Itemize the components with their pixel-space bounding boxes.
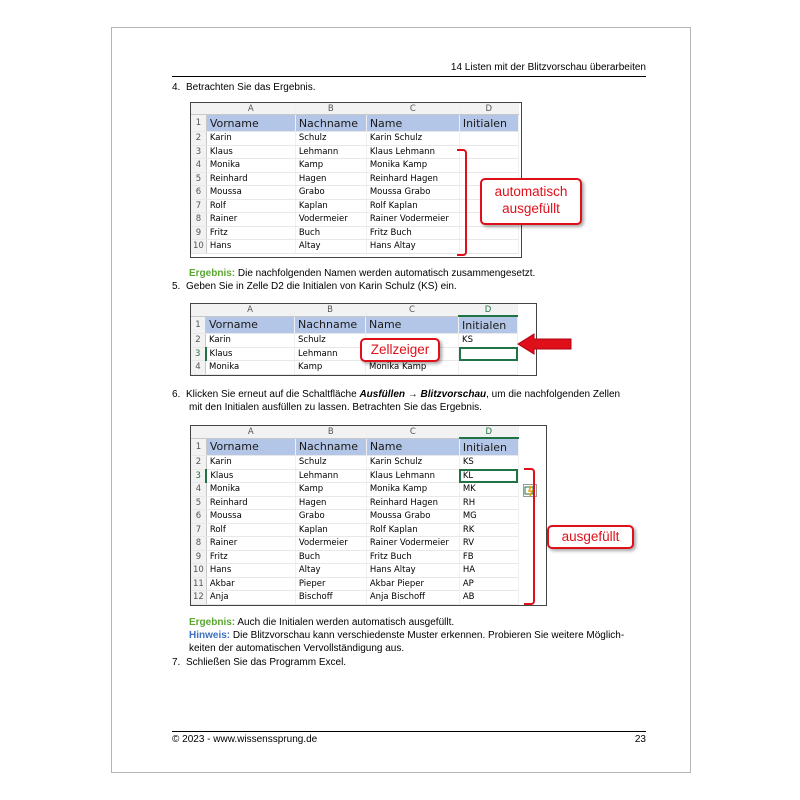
cell[interactable]: Hans Altay <box>366 240 459 254</box>
row-number[interactable]: 4 <box>191 483 206 497</box>
cell[interactable]: Klaus <box>206 469 295 483</box>
header-cell[interactable]: Nachname <box>295 115 366 132</box>
step-5: 5. Geben Sie in Zelle D2 die Initialen von Karin Schulz (KS) ein. <box>172 281 457 292</box>
hint-note: Hinweis: Die Blitzvorschau kann verschiedenste Muster erkennen. Probieren Sie weitere Möglich- <box>189 630 625 641</box>
hint-note-continued: keiten der automatischen Vervollständigung aus. <box>189 643 405 654</box>
cell[interactable]: Bischoff <box>295 591 366 605</box>
header-cell[interactable]: Vorname <box>206 316 295 334</box>
cell[interactable]: AB <box>459 591 518 605</box>
cell[interactable]: Altay <box>295 240 366 254</box>
cell[interactable]: Kamp <box>295 483 366 497</box>
column-header[interactable]: A <box>206 304 295 316</box>
footer-page-number: 23 <box>634 734 646 745</box>
row-number[interactable]: 11 <box>191 577 206 591</box>
corner-cell[interactable] <box>191 103 206 115</box>
column-header-row <box>191 426 518 438</box>
cell[interactable]: RV <box>459 537 518 551</box>
cell[interactable]: Schulz <box>295 456 366 470</box>
row-number[interactable]: 3 <box>191 347 206 361</box>
cell[interactable]: Lehmann <box>295 347 366 361</box>
cell[interactable]: Buch <box>295 226 366 240</box>
cell[interactable]: Kamp <box>295 361 366 375</box>
header-cell[interactable]: Initialen <box>459 115 518 132</box>
cell[interactable]: HA <box>459 564 518 578</box>
table-row <box>191 564 518 578</box>
row-number[interactable]: 6 <box>191 186 206 200</box>
cell[interactable]: Anja Bischoff <box>366 591 459 605</box>
cell[interactable] <box>459 145 518 159</box>
cell[interactable]: RK <box>459 523 518 537</box>
header-cell[interactable]: Vorname <box>206 438 295 456</box>
row-number[interactable]: 1 <box>191 438 206 456</box>
table-header-row <box>191 115 518 132</box>
callout-automatisch-ausgefuellt: automatisch ausgefüllt <box>480 178 582 225</box>
table-row <box>191 226 518 240</box>
result-note-1: Ergebnis: Die nachfolgenden Namen werden automatisch zusammengesetzt. <box>189 268 536 279</box>
table-row <box>191 361 518 375</box>
table-row <box>191 132 518 146</box>
cell[interactable]: Rolf <box>206 523 295 537</box>
cell[interactable]: Monika Kamp <box>366 159 459 173</box>
active-cell[interactable]: KL <box>459 469 518 483</box>
table-row <box>191 469 518 483</box>
table-row <box>191 240 518 254</box>
cell[interactable]: Lehmann <box>295 145 366 159</box>
column-header[interactable]: C <box>366 103 459 115</box>
callout-ausgefuellt: ausgefüllt <box>547 525 634 549</box>
step-6: 6. Klicken Sie erneut auf die Schaltfläche Ausfüllen → Blitzvorschau, um die nachfolgenden Zellen <box>172 389 621 400</box>
column-header-selected[interactable]: D <box>459 304 518 316</box>
cell[interactable]: Grabo <box>295 186 366 200</box>
spreadsheet-1 <box>190 102 522 258</box>
cell[interactable]: MG <box>459 510 518 524</box>
table-row <box>191 550 518 564</box>
cell[interactable]: Lehmann <box>295 469 366 483</box>
header-cell[interactable]: Initialen <box>459 438 518 456</box>
column-header[interactable]: A <box>206 103 295 115</box>
cell[interactable]: Rolf <box>206 199 295 213</box>
table-row <box>191 186 518 200</box>
column-header[interactable]: D <box>459 103 518 115</box>
step-6-continued: mit den Initialen ausfüllen zu lassen. Betrachten Sie das Ergebnis. <box>189 402 482 413</box>
cell[interactable] <box>459 226 518 240</box>
header-cell[interactable]: Initialen <box>459 316 518 334</box>
cell[interactable]: Kaplan <box>295 523 366 537</box>
column-header[interactable]: C <box>366 304 459 316</box>
step-4: 4. Betrachten Sie das Ergebnis. <box>172 82 316 93</box>
header-cell[interactable]: Name <box>366 438 459 456</box>
row-number[interactable]: 6 <box>191 510 206 524</box>
cell[interactable]: Rainer Vodermeier <box>366 213 459 227</box>
cell[interactable]: Buch <box>295 550 366 564</box>
cell[interactable]: Fritz <box>206 226 295 240</box>
row-number[interactable]: 7 <box>191 199 206 213</box>
cell[interactable]: Schulz <box>295 132 366 146</box>
cell[interactable]: Schulz <box>295 334 366 348</box>
cell[interactable]: Moussa Grabo <box>366 510 459 524</box>
cell[interactable]: Hagen <box>295 172 366 186</box>
table-row <box>191 347 518 361</box>
cell[interactable] <box>459 361 518 375</box>
row-number[interactable]: 7 <box>191 523 206 537</box>
cell[interactable]: Hans <box>206 564 295 578</box>
cell[interactable]: KS <box>459 334 518 348</box>
column-header-row <box>191 304 518 316</box>
cell[interactable]: Kaplan <box>295 199 366 213</box>
header-cell[interactable]: Name <box>366 316 459 334</box>
running-header: 14 Listen mit der Blitzvorschau überarbeiten <box>450 62 646 73</box>
table-row <box>191 577 518 591</box>
table-header-row <box>191 438 518 456</box>
cell[interactable]: Rolf Kaplan <box>366 523 459 537</box>
cell[interactable]: Anja <box>206 591 295 605</box>
corner-cell[interactable] <box>191 304 206 316</box>
result-note-2: Ergebnis: Auch die Initialen werden automatisch ausgefüllt. <box>189 617 455 628</box>
cell[interactable]: Karin Schulz <box>366 132 459 146</box>
footer-copyright: © 2023 - www.wissenssprung.de <box>172 734 318 745</box>
cell[interactable]: KS <box>459 456 518 470</box>
table-row <box>191 199 518 213</box>
cell[interactable]: Hans <box>206 240 295 254</box>
row-number[interactable]: 1 <box>191 115 206 132</box>
cell[interactable]: Reinhard <box>206 496 295 510</box>
cell[interactable] <box>459 240 518 254</box>
cell[interactable]: Rolf Kaplan <box>366 199 459 213</box>
cell[interactable]: Fritz Buch <box>366 550 459 564</box>
cell[interactable]: Rainer <box>206 537 295 551</box>
row-number[interactable]: 8 <box>191 213 206 227</box>
header-rule <box>172 76 646 77</box>
table-header-row <box>191 316 518 334</box>
corner-cell[interactable] <box>191 426 206 438</box>
header-cell[interactable]: Name <box>366 115 459 132</box>
column-header[interactable]: B <box>295 304 366 316</box>
cell[interactable]: Kamp <box>295 159 366 173</box>
cell[interactable]: Akbar Pieper <box>366 577 459 591</box>
cell[interactable] <box>459 132 518 146</box>
cell[interactable]: FB <box>459 550 518 564</box>
cell[interactable]: Karin <box>206 334 295 348</box>
cell[interactable]: Karin <box>206 456 295 470</box>
cell[interactable]: Klaus <box>206 347 295 361</box>
table-row <box>191 145 518 159</box>
cell[interactable]: Moussa <box>206 510 295 524</box>
cell[interactable]: Moussa <box>206 186 295 200</box>
column-header[interactable]: C <box>366 426 459 438</box>
cell[interactable]: Reinhard Hagen <box>366 172 459 186</box>
row-number[interactable]: 1 <box>191 316 206 334</box>
callout-zellzeiger: Zellzeiger <box>360 338 440 362</box>
bracket-marker <box>524 468 535 605</box>
table-row <box>191 591 518 605</box>
row-number[interactable]: 2 <box>191 132 206 146</box>
cell[interactable]: Karin Schulz <box>366 456 459 470</box>
row-number[interactable]: 4 <box>191 361 206 375</box>
column-header-row <box>191 103 518 115</box>
table-row <box>191 537 518 551</box>
table-row <box>191 496 518 510</box>
row-number[interactable]: 9 <box>191 226 206 240</box>
cell[interactable]: Reinhard <box>206 172 295 186</box>
table-row <box>191 483 518 497</box>
cell[interactable]: Fritz Buch <box>366 226 459 240</box>
table-row <box>191 510 518 524</box>
cell[interactable]: Grabo <box>295 510 366 524</box>
table-row <box>191 213 518 227</box>
cell[interactable]: RH <box>459 496 518 510</box>
header-cell[interactable]: Nachname <box>295 316 366 334</box>
cell[interactable] <box>459 159 518 173</box>
row-number[interactable]: 8 <box>191 537 206 551</box>
cell[interactable]: Monika <box>206 159 295 173</box>
document-page <box>111 27 691 773</box>
cell[interactable]: Monika Kamp <box>366 483 459 497</box>
cell[interactable]: Fritz <box>206 550 295 564</box>
table-row <box>191 159 518 173</box>
row-number[interactable]: 10 <box>191 564 206 578</box>
cell[interactable]: Rainer <box>206 213 295 227</box>
cell[interactable]: Vodermeier <box>295 213 366 227</box>
row-number[interactable]: 9 <box>191 550 206 564</box>
table-row <box>191 334 518 348</box>
spreadsheet-3 <box>190 425 547 606</box>
cell[interactable]: Altay <box>295 564 366 578</box>
cell[interactable]: Moussa Grabo <box>366 186 459 200</box>
cell[interactable]: Pieper <box>295 577 366 591</box>
table-row <box>191 523 518 537</box>
cell[interactable]: Monika <box>206 361 295 375</box>
cell[interactable]: MK <box>459 483 518 497</box>
column-header-selected[interactable]: D <box>459 426 518 438</box>
header-cell[interactable]: Vorname <box>206 115 295 132</box>
cell[interactable]: Klaus Lehmann <box>366 145 459 159</box>
cell[interactable]: Hans Altay <box>366 564 459 578</box>
table-row <box>191 456 518 470</box>
cell[interactable]: Klaus Lehmann <box>366 469 459 483</box>
row-number[interactable]: 5 <box>191 496 206 510</box>
cell[interactable]: Akbar <box>206 577 295 591</box>
row-number[interactable]: 4 <box>191 159 206 173</box>
cell[interactable]: Rainer Vodermeier <box>366 537 459 551</box>
column-header[interactable]: B <box>295 426 366 438</box>
cell[interactable]: Reinhard Hagen <box>366 496 459 510</box>
cell[interactable]: Klaus <box>206 145 295 159</box>
row-number[interactable]: 2 <box>191 456 206 470</box>
column-header[interactable]: A <box>206 426 295 438</box>
row-number[interactable]: 3 <box>191 469 206 483</box>
cell[interactable]: AP <box>459 577 518 591</box>
cell[interactable]: Monika <box>206 483 295 497</box>
table-row <box>191 172 518 186</box>
row-number[interactable]: 12 <box>191 591 206 605</box>
cell[interactable]: Monika Kamp <box>366 361 459 375</box>
footer-rule <box>172 731 646 732</box>
header-cell[interactable]: Nachname <box>295 438 366 456</box>
column-header[interactable]: B <box>295 103 366 115</box>
row-number[interactable]: 10 <box>191 240 206 254</box>
arrow-left-icon <box>517 333 573 355</box>
cell[interactable]: Karin <box>206 132 295 146</box>
bracket-marker <box>457 149 467 256</box>
row-number[interactable]: 5 <box>191 172 206 186</box>
row-number[interactable]: 2 <box>191 334 206 348</box>
active-cell[interactable] <box>459 347 518 361</box>
cell[interactable]: Hagen <box>295 496 366 510</box>
row-number[interactable]: 3 <box>191 145 206 159</box>
cell[interactable]: Vodermeier <box>295 537 366 551</box>
step-7: 7. Schließen Sie das Programm Excel. <box>172 657 347 668</box>
